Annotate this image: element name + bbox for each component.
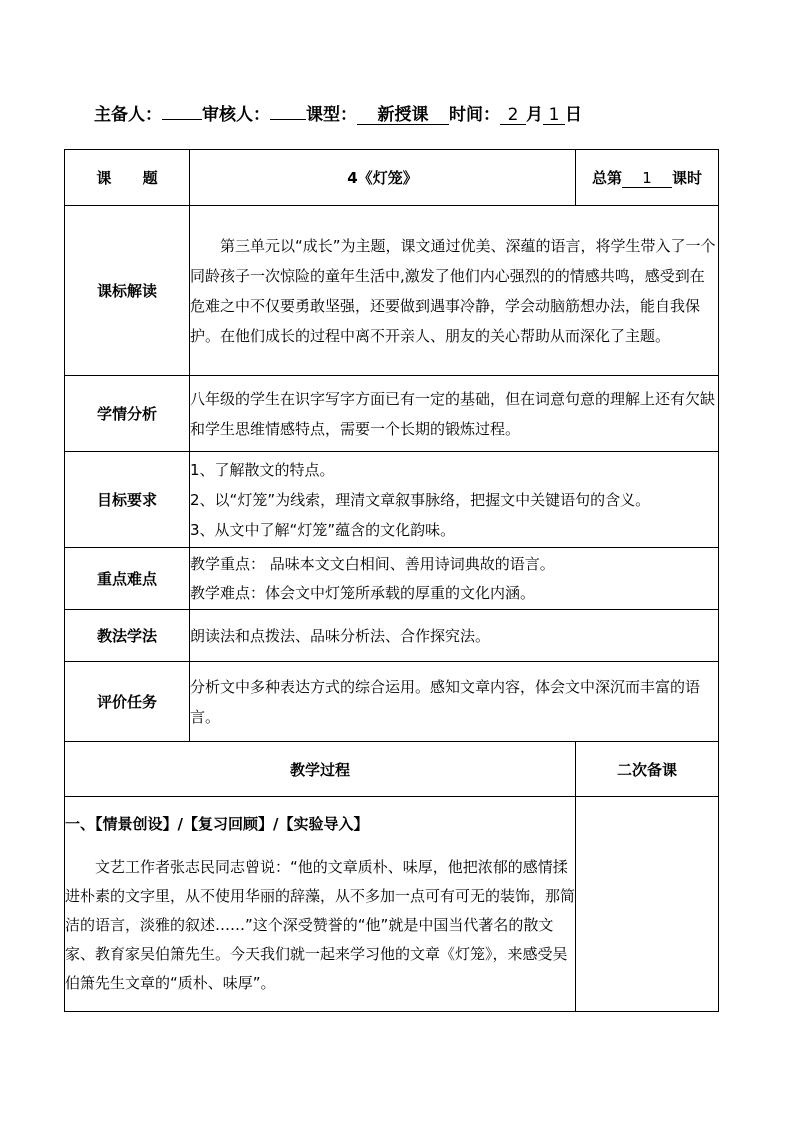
curriculum-row bbox=[65, 206, 719, 376]
eval-text: 分析文中多种表达方式的综合运用。感知文章内容，体会文中深沉而丰富的语言。 bbox=[190, 662, 719, 742]
preparer-field[interactable] bbox=[162, 119, 202, 120]
type-field[interactable]: 新授课 bbox=[357, 106, 449, 125]
process-label: 教学过程 bbox=[65, 742, 576, 797]
topic-row bbox=[65, 150, 719, 206]
process-content bbox=[65, 797, 576, 1012]
period-suffix: 课时 bbox=[672, 169, 703, 187]
type-label: 课型： bbox=[306, 105, 357, 125]
day-field[interactable]: 1 bbox=[543, 106, 565, 125]
intro-paragraph: 文艺工作者张志民同志曾说：“他的文章质朴、味厚，他把浓郁的感情揉进朴素的文字里，从不使用华丽的辞藻，从不多加一点可有可无的装饰，那简洁的语言，淡雅的叙述……”这个深受赞誉的“他”就是中国当代著名的散文家、教育家吴伯箫先生。今天我们就一起来学习他的文章《灯笼》，来感受吴伯箫先生文章的“质朴、味厚”。 bbox=[65, 858, 576, 992]
key-label: 重点难点 bbox=[65, 548, 190, 610]
month-unit: 月 bbox=[526, 105, 543, 125]
eval-label: 评价任务 bbox=[65, 662, 190, 742]
period-cell bbox=[576, 150, 719, 206]
key-point: 教学重点： 品味本文文白相间、善用诗词典故的语言。 bbox=[190, 555, 555, 573]
preparer-label: 主备人： bbox=[94, 105, 162, 125]
difficult-point: 教学难点：体会文中灯笼所承载的厚重的文化内涵。 bbox=[190, 584, 536, 602]
goal-item: 2、以“灯笼”为线索，理清文章叙事脉络，把握文中关键语句的含义。 bbox=[190, 490, 651, 509]
student-text: 八年级的学生在识字写字方面已有一定的基础，但在词意句意的理解上还有欠缺和学生思维情感特点，需要一个长期的锻炼过程。 bbox=[190, 376, 719, 452]
topic-label: 课 题 bbox=[65, 150, 190, 206]
month-field[interactable]: 2 bbox=[500, 106, 526, 125]
document-header bbox=[94, 103, 582, 127]
key-row bbox=[65, 548, 719, 610]
eval-row bbox=[65, 662, 719, 742]
goal-row bbox=[65, 452, 719, 548]
goal-label: 目标要求 bbox=[65, 452, 190, 548]
second-prep-cell[interactable] bbox=[576, 797, 719, 1012]
method-row bbox=[65, 610, 719, 662]
student-label: 学情分析 bbox=[65, 376, 190, 452]
curriculum-label: 课标解读 bbox=[65, 206, 190, 376]
day-unit: 日 bbox=[565, 105, 582, 125]
process-body-row bbox=[65, 797, 719, 1012]
reviewer-label: 审核人： bbox=[202, 105, 270, 125]
goal-list bbox=[190, 452, 719, 548]
method-text: 朗读法和点拨法、品味分析法、合作探究法。 bbox=[190, 610, 719, 662]
section-title: 一、【情景创设】/【复习回顾】/【实验导入】 bbox=[65, 815, 369, 833]
period-field[interactable]: 1 bbox=[622, 169, 672, 188]
process-header-row bbox=[65, 742, 719, 797]
lesson-plan-table bbox=[64, 149, 719, 1012]
goal-item: 3、从文中了解“灯笼”蕴含的文化韵味。 bbox=[190, 520, 456, 539]
goal-item: 1、了解散文的特点。 bbox=[190, 460, 335, 479]
method-label: 教法学法 bbox=[65, 610, 190, 662]
time-label: 时间： bbox=[449, 105, 500, 125]
key-points bbox=[190, 548, 719, 610]
reviewer-field[interactable] bbox=[270, 119, 306, 120]
second-prep-label: 二次备课 bbox=[576, 742, 719, 797]
curriculum-text: 第三单元以“成长”为主题，课文通过优美、深蕴的语言，将学生带入了一个同龄孩子一次惊险的童年生活中,激发了他们内心强烈的的情感共鸣，感受到在危难之中不仅要勇敢坚强，还要做到遇事冷静，学会动脑筋想办法，能自我保护。在他们成长的过程中离不开亲人、朋友的关心帮助从而深化了主题。 bbox=[190, 206, 719, 376]
lesson-title: 4《灯笼》 bbox=[190, 150, 576, 206]
student-row bbox=[65, 376, 719, 452]
period-prefix: 总第 bbox=[591, 169, 622, 187]
